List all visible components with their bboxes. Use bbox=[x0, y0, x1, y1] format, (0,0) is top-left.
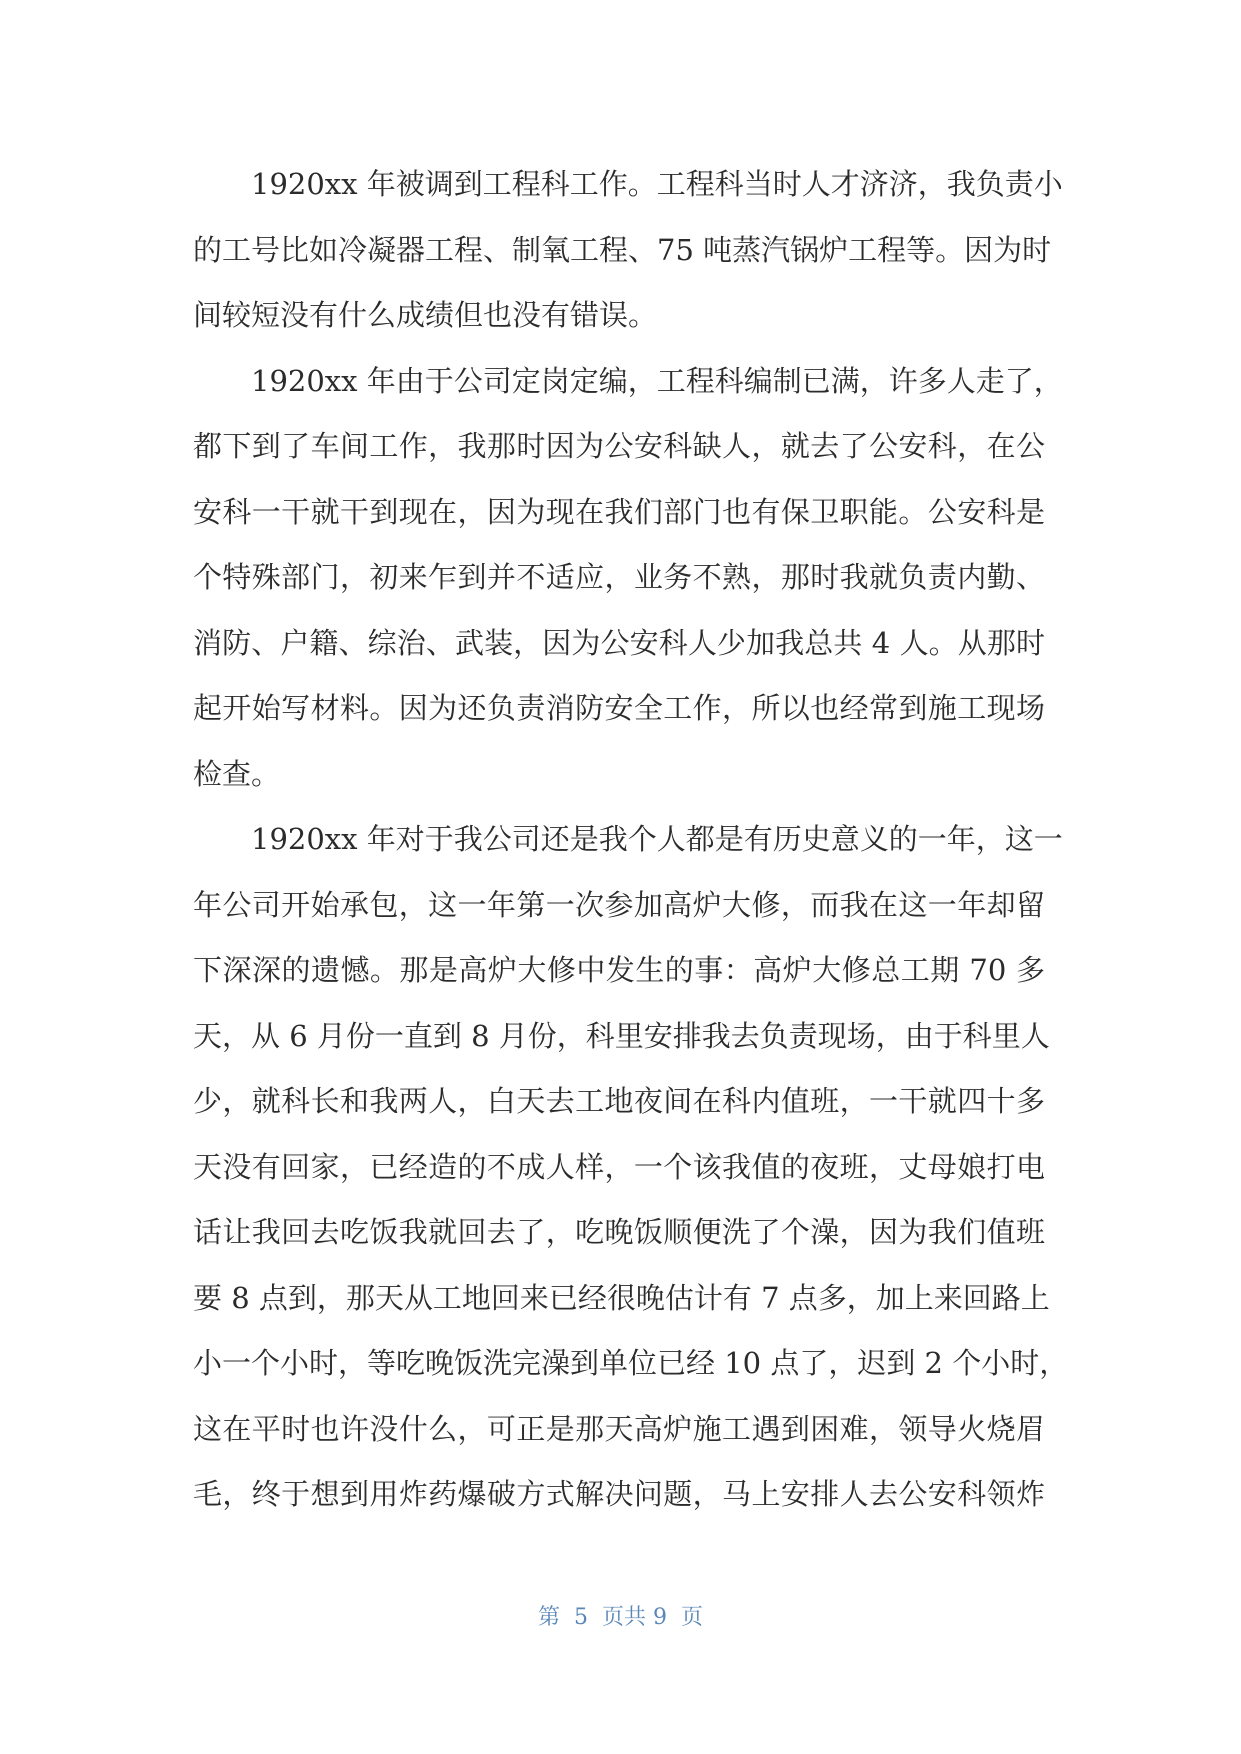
paragraph-3 bbox=[193, 807, 1069, 1528]
text-line: 1920xx 年对于我公司还是我个人都是有历史意义的一年，这一 bbox=[251, 822, 1063, 856]
text-line: 1920xx 年被调到工程科工作。工程科当时人才济济，我负责小 bbox=[251, 167, 1063, 201]
text-line: 话让我回去吃饭我就回去了，吃晚饭顺便洗了个澡，因为我们值班 bbox=[193, 1215, 1045, 1249]
text-line: 消防、户籍、综治、武装，因为公安科人少加我总共 4 人。从那时 bbox=[193, 625, 1045, 660]
page-number-footer: 第 5 页共 9 页 bbox=[538, 1605, 703, 1630]
text-line: 都下到了车间工作，我那时因为公安科缺人，就去了公安科，在公 bbox=[193, 429, 1045, 463]
text-line: 毛，终于想到用炸药爆破方式解决问题，马上安排人去公安科领炸 bbox=[193, 1477, 1045, 1511]
text-line: 下深深的遗憾。那是高炉大修中发生的事：高炉大修总工期 70 多 bbox=[193, 953, 1045, 987]
text-line: 天，从 6 月份一直到 8 月份，科里安排我去负责现场，由于科里人 bbox=[193, 1018, 1050, 1053]
text-line: 个特殊部门，初来乍到并不适应，业务不熟，那时我就负责内勤、 bbox=[193, 560, 1045, 594]
text-line: 这在平时也许没什么，可正是那天高炉施工遇到困难，领导火烧眉 bbox=[193, 1411, 1045, 1446]
paragraph-1 bbox=[193, 152, 1063, 349]
text-line: 1920xx 年由于公司定岗定编，工程科编制已满，许多人走了， bbox=[251, 363, 1063, 398]
text-line: 天没有回家，已经造的不成人样，一个该我值的夜班，丈母娘打电 bbox=[193, 1149, 1045, 1184]
text-line: 的工号比如冷凝器工程、制氧工程、75 吨蒸汽锅炉工程等。因为时 bbox=[193, 232, 1052, 267]
text-line: 起开始写材料。因为还负责消防安全工作，所以也经常到施工现场 bbox=[193, 691, 1045, 725]
document-body bbox=[193, 152, 1069, 1528]
text-line: 小一个小时，等吃晚饭洗完澡到单位已经 10 点了，迟到 2 个小时， bbox=[193, 1346, 1069, 1380]
text-line: 安科一干就干到现在，因为现在我们部门也有保卫职能。公安科是 bbox=[193, 494, 1045, 529]
text-line: 少，就科长和我两人，白天去工地夜间在科内值班，一干就四十多 bbox=[193, 1084, 1045, 1118]
text-line: 间较短没有什么成绩但也没有错误。 bbox=[193, 298, 658, 332]
paragraph-2 bbox=[193, 349, 1063, 808]
text-line: 检查。 bbox=[193, 756, 281, 791]
text-line: 要 8 点到，那天从工地回来已经很晚估计有 7 点多，加上来回路上 bbox=[193, 1280, 1050, 1315]
text-line: 年公司开始承包，这一年第一次参加高炉大修，而我在这一年却留 bbox=[193, 887, 1045, 922]
